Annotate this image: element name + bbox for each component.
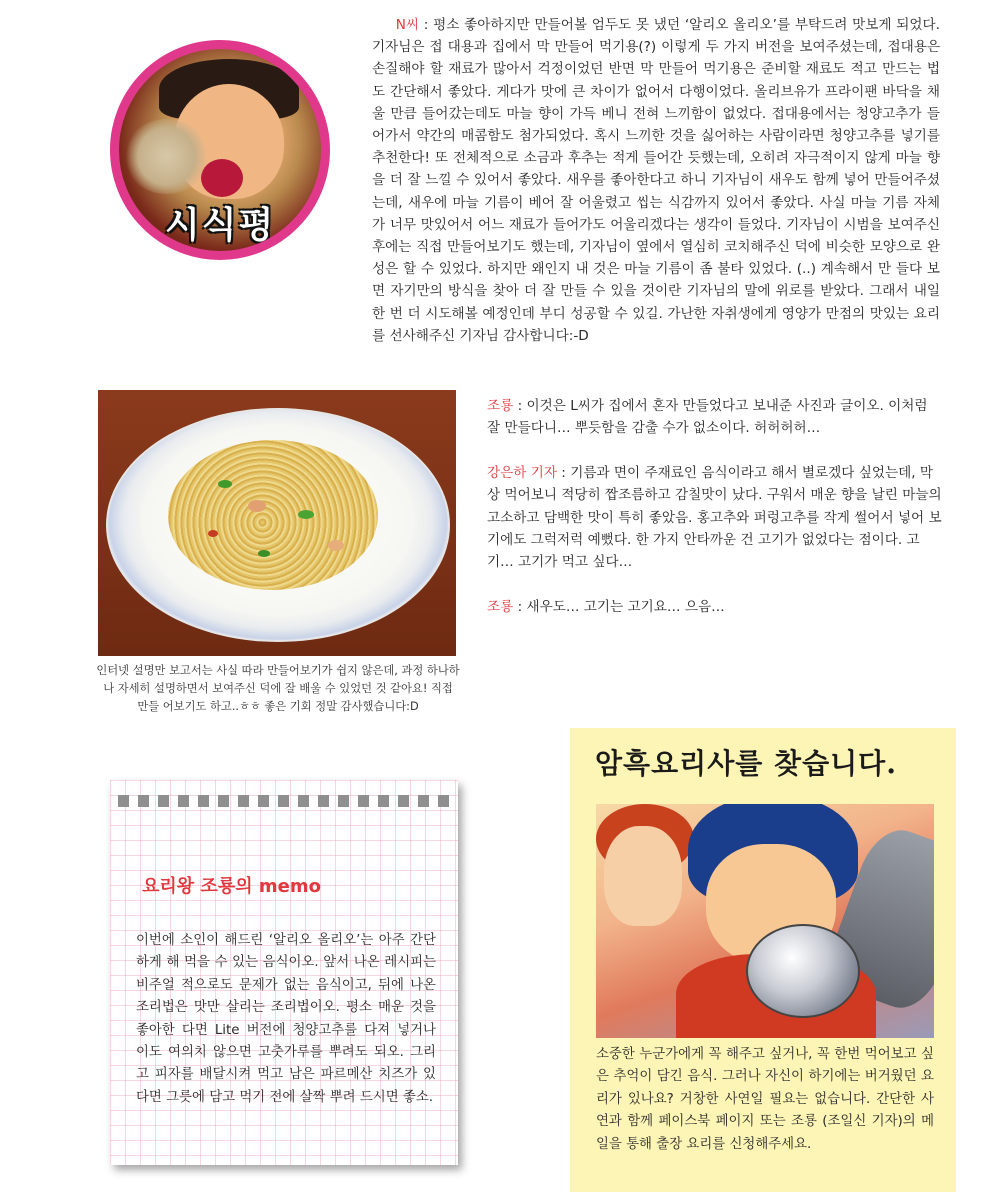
dialogue — [487, 395, 942, 640]
ladle — [746, 924, 860, 1018]
girl-face — [604, 826, 682, 926]
review-body: : 평소 좋아하지만 만들어볼 엄두도 못 냈던 ‘알리오 올리오’를 부탁드려 맛보게 되었다. 기자님은 접 대용과 집에서 막 만들어 먹기용(?) 이렇게 두 가지 버전을 보여주셨는데, 접대용은 손질해야 할 재료가 많아서 걱정이었던 반면 막 만들어 먹기용은 준비할 재료도 적고 만드는 법도 간단해서 좋았다. 게다가 맛에 큰 차이가 없어서 다행이었다. 올리브유가 프라이팬 바닥을 채울 만큼 들어갔는데도 마늘 향이 가득 베니 전혀 느끼함이 없었다. 접대용에서는 청양고추가 들어가서 약간의 매콤함도 첨가되었다. 혹시 느끼한 것을 싫어하는 사람이라면 청양고추를 넣기를 추천한다! 또 전체적으로 소금과 후추는 적게 들어간 듯했는데, 오히려 자극적이지 않게 마늘 향을 더 잘 느낄 수 있어서 좋았다. 새우를 좋아한다고 하니 기자님이 새우도 함께 넣어 만들어주셨는데, 새우에 마늘 기름이 베어 잘 어울렸고 씹는 식감까지 있어서 좋았다. 사실 마늘 기름 자체가 너무 맛있어서 어느 재료가 들어가도 어울리겠다는 생각이 들었다. 기자님이 시범을 보여주신 후에는 직접 만들어보기도 했는데, 기자님이 옆에서 열심히 코치해주신 덕에 비슷한 모양으로 완성은 할 수 있었다. 하지만 왜인지 내 것은 마늘 기름이 좀 불타 있었다. (..) 계속해서 만 들다 보면 자기만의 방식을 찾아 더 잘 만들 수 있을 것이란 기자님의 말에 위로를 받았다. 그래서 내일 한 번 더 시도해볼 예정인데 부디 성공할 수 있길. 가난한 자취생에게 영양가 만점의 맛있는 요리를 선사해주신 기자님 감사합니다:-D — [372, 17, 940, 344]
portrait-stamp: 시식평 — [165, 205, 276, 246]
pasta-photo — [98, 390, 456, 656]
dialogue-text: : 기름과 면이 주재료인 음식이라고 해서 별로겠다 싶었는데, 막상 먹어보니 적당히 짭조름하고 감칠맛이 났다. 구워서 매운 향을 날린 마늘의 고소하고 담백한 맛이 특히 좋았음. 홍고추와 퍼렁고추를 작게 썰어서 넣어 보기에도 그럭저럭 예뻤다. 한 가지 안타까운 건 고기가 없었다는 점이다. 고기… 고기가 먹고 싶다… — [487, 464, 942, 571]
memo-body: 이번에 소인이 해드린 ‘알리오 올리오’는 아주 간단하게 해 먹을 수 있는 음식이오. 앞서 나온 레시피는 비주얼 적으로도 문제가 없는 음식이고, 뒤에 나온 조리법은 맛만 살리는 조리법이오. 평소 매운 것을 좋아한 다면 Lite 버전에 청양고추를 다져 넣거나 이도 여의치 않으면 고춧가루를 뿌려도 되오. 그리고 피자를 배달시켜 먹고 남은 파르메산 치즈가 있다면 그릇에 담고 먹기 전에 살짝 뿌려 드시면 좋소. — [136, 933, 436, 1105]
dialogue-line — [487, 395, 942, 440]
shrimp-bit — [248, 500, 266, 512]
reviewer-portrait — [110, 40, 330, 260]
dialogue-speaker: 조룡 — [487, 398, 514, 414]
notice-illustration — [596, 804, 934, 1038]
green-pepper-bit — [218, 480, 232, 488]
spaghetti — [168, 440, 378, 590]
notice-title: 암흑요리사를 찾습니다. — [595, 747, 897, 780]
green-pepper-bit — [298, 510, 314, 519]
dialogue-line — [487, 462, 942, 574]
green-pepper-bit — [258, 550, 270, 557]
memo-binding-holes — [118, 795, 458, 807]
memo-title: 요리왕 조룡의 memo — [142, 876, 321, 897]
review-paragraph — [372, 14, 940, 347]
dialogue-speaker: 강은하 기자 — [487, 464, 557, 481]
memo-card — [110, 780, 458, 1165]
notice-body: 소중한 누군가에게 꼭 해주고 싶거나, 꼭 한번 먹어보고 싶은 추억이 담긴 음식. 그러나 자신이 하기에는 버거웠던 요리가 있나요? 거창한 사연일 필요는 없습니다. 간단한 사연과 함께 페이스북 페이지 또는 조룡 (조일신 기자)의 메일을 통해 출장 요리를 신청해주세요. — [596, 1047, 934, 1152]
notice-panel — [570, 728, 956, 1192]
red-pepper-bit — [208, 530, 218, 537]
portrait-spray — [124, 119, 209, 194]
shrimp-bit — [328, 540, 344, 551]
review-speaker: N씨 — [395, 17, 420, 33]
dialogue-line — [487, 596, 942, 618]
dialogue-speaker: 조룡 — [487, 598, 514, 615]
photo-caption: 인터넷 설명만 보고서는 사실 따라 만들어보기가 쉽지 않은데, 과정 하나하나 자세히 설명하면서 보여주신 덕에 잘 배울 수 있었던 것 같아요! 직접 만들 어보기도 하고..ㅎㅎ 좋은 기회 정말 감사했습니다:D — [96, 664, 460, 713]
dialogue-text: : 새우도… 고기는 고기요… 으음… — [513, 598, 725, 615]
dialogue-text: : 이것은 L씨가 집에서 혼자 만들었다고 보내준 사진과 글이오. 이처럼 잘 만들다니… 뿌듯함을 감출 수가 없소이다. 허허허허… — [487, 398, 928, 437]
